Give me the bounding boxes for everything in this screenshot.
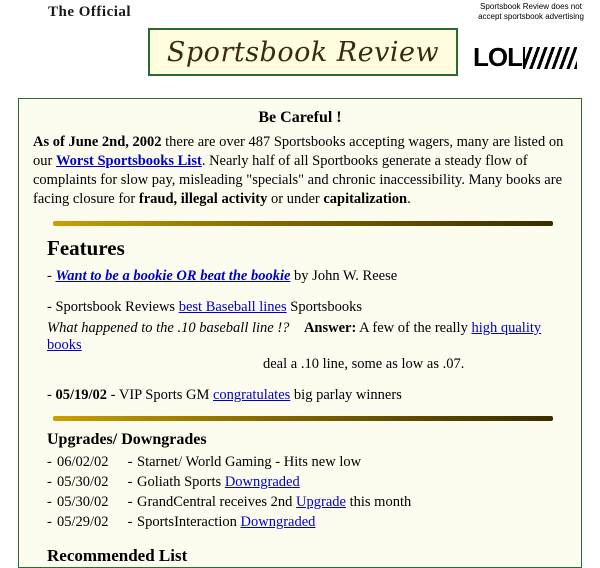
vip-text-mid: - VIP Sports GM bbox=[107, 387, 213, 403]
feature-item-bookie bbox=[47, 267, 567, 286]
grandcentral-upgrade-link[interactable]: Upgrade bbox=[296, 494, 346, 510]
upgrades-list bbox=[47, 453, 567, 532]
list-item: - 05/29/02 - SportsInteraction Downgraded bbox=[47, 514, 316, 530]
intro-bold-fraud: fraud, illegal activity bbox=[138, 191, 268, 207]
vip-text-suffix: big parlay winners bbox=[290, 387, 402, 403]
intro-text-3: or under bbox=[267, 191, 324, 207]
answer-text: A few of the really bbox=[356, 320, 472, 336]
be-careful-heading: Be Careful ! bbox=[258, 109, 342, 126]
upgrade-text-3: SportsInteraction bbox=[137, 514, 241, 530]
sportsinteraction-downgraded-link[interactable]: Downgraded bbox=[240, 514, 316, 530]
list-item: - 05/30/02 - Goliath Sports Downgraded bbox=[47, 474, 300, 490]
congratulates-link[interactable]: congratulates bbox=[212, 387, 291, 403]
vip-date: 05/19/02 bbox=[55, 387, 108, 403]
intro-bold-capitalization: capitalization bbox=[323, 191, 408, 207]
intro-paragraph bbox=[33, 133, 567, 209]
upgrade-text-1: Goliath Sports bbox=[137, 474, 225, 490]
upgrade-date-1: 05/30/02 bbox=[57, 474, 109, 490]
upgrade-text-2-after: this month bbox=[345, 494, 412, 510]
lol-logo-text: LOL bbox=[473, 42, 522, 72]
high-quality-books-link[interactable]: high quality books bbox=[47, 320, 542, 353]
logo-bars-icon bbox=[523, 47, 577, 69]
intro-date: As of June 2nd, 2002 bbox=[33, 134, 162, 150]
vip-dash: - bbox=[47, 387, 52, 403]
advertising-disclaimer: Sportsbook Review does not accept sportsbook advertising bbox=[478, 2, 584, 21]
site-title-box bbox=[148, 28, 458, 76]
intro-text-4: . bbox=[407, 191, 411, 207]
upgrade-text-2: GrandCentral receives 2nd bbox=[137, 494, 297, 510]
main-content-panel bbox=[18, 98, 582, 568]
feature-item-reviews bbox=[47, 298, 567, 317]
lol-logo bbox=[473, 42, 577, 73]
reviews-text-suffix: Sportsbooks bbox=[286, 299, 362, 315]
official-label: The Official bbox=[48, 4, 132, 20]
list-item: - 06/02/02 - Starnet/ World Gaming - Hits new low bbox=[47, 454, 362, 470]
site-title: Sportsbook Review bbox=[166, 36, 440, 68]
divider-rule-2 bbox=[53, 416, 553, 421]
goliath-downgraded-link[interactable]: Downgraded bbox=[224, 474, 300, 490]
page-header bbox=[0, 0, 600, 96]
upgrade-text-0: Starnet/ World Gaming - Hits new low bbox=[137, 454, 362, 470]
best-baseball-lines-link[interactable]: best Baseball lines bbox=[178, 299, 287, 315]
worst-sportsbooks-list-link[interactable]: Worst Sportsbooks List bbox=[55, 153, 202, 169]
reviews-text-prefix: - Sportsbook Reviews bbox=[47, 299, 179, 315]
upgrade-date-2: 05/30/02 bbox=[57, 494, 109, 510]
divider-rule-1 bbox=[53, 221, 553, 226]
answer-label: Answer: bbox=[303, 320, 357, 336]
baseball-line-question: What happened to the .10 baseball line !? bbox=[47, 320, 290, 336]
feature-item-vip-sports bbox=[47, 387, 567, 404]
intro-text-2: . Nearly half of all Sportbooks generate a steady flow of complaints for slow pay, misleading "specials" and chronic inaccessibility. Many books are facing closure for bbox=[33, 153, 563, 207]
feature-dash-1: - bbox=[47, 268, 52, 284]
bookie-article-author: by John W. Reese bbox=[290, 268, 398, 284]
baseball-line-deal-text: deal a .10 line, some as low as .07. bbox=[263, 356, 465, 372]
upgrade-date-0: 06/02/02 bbox=[57, 454, 109, 470]
features-heading: Features bbox=[47, 236, 125, 260]
recommended-list-heading: Recommended List bbox=[47, 546, 188, 565]
upgrades-downgrades-heading: Upgrades/ Downgrades bbox=[47, 431, 207, 448]
baseball-line-qa bbox=[47, 320, 567, 354]
list-item: - 05/30/02 - GrandCentral receives 2nd Upgrade this month bbox=[47, 494, 412, 510]
bookie-article-link[interactable]: Want to be a bookie OR beat the bookie bbox=[55, 268, 291, 284]
intro-text-1: there are over 487 Sportsbooks accepting wagers, many are listed on our bbox=[33, 134, 564, 169]
upgrade-date-3: 05/29/02 bbox=[57, 514, 109, 530]
